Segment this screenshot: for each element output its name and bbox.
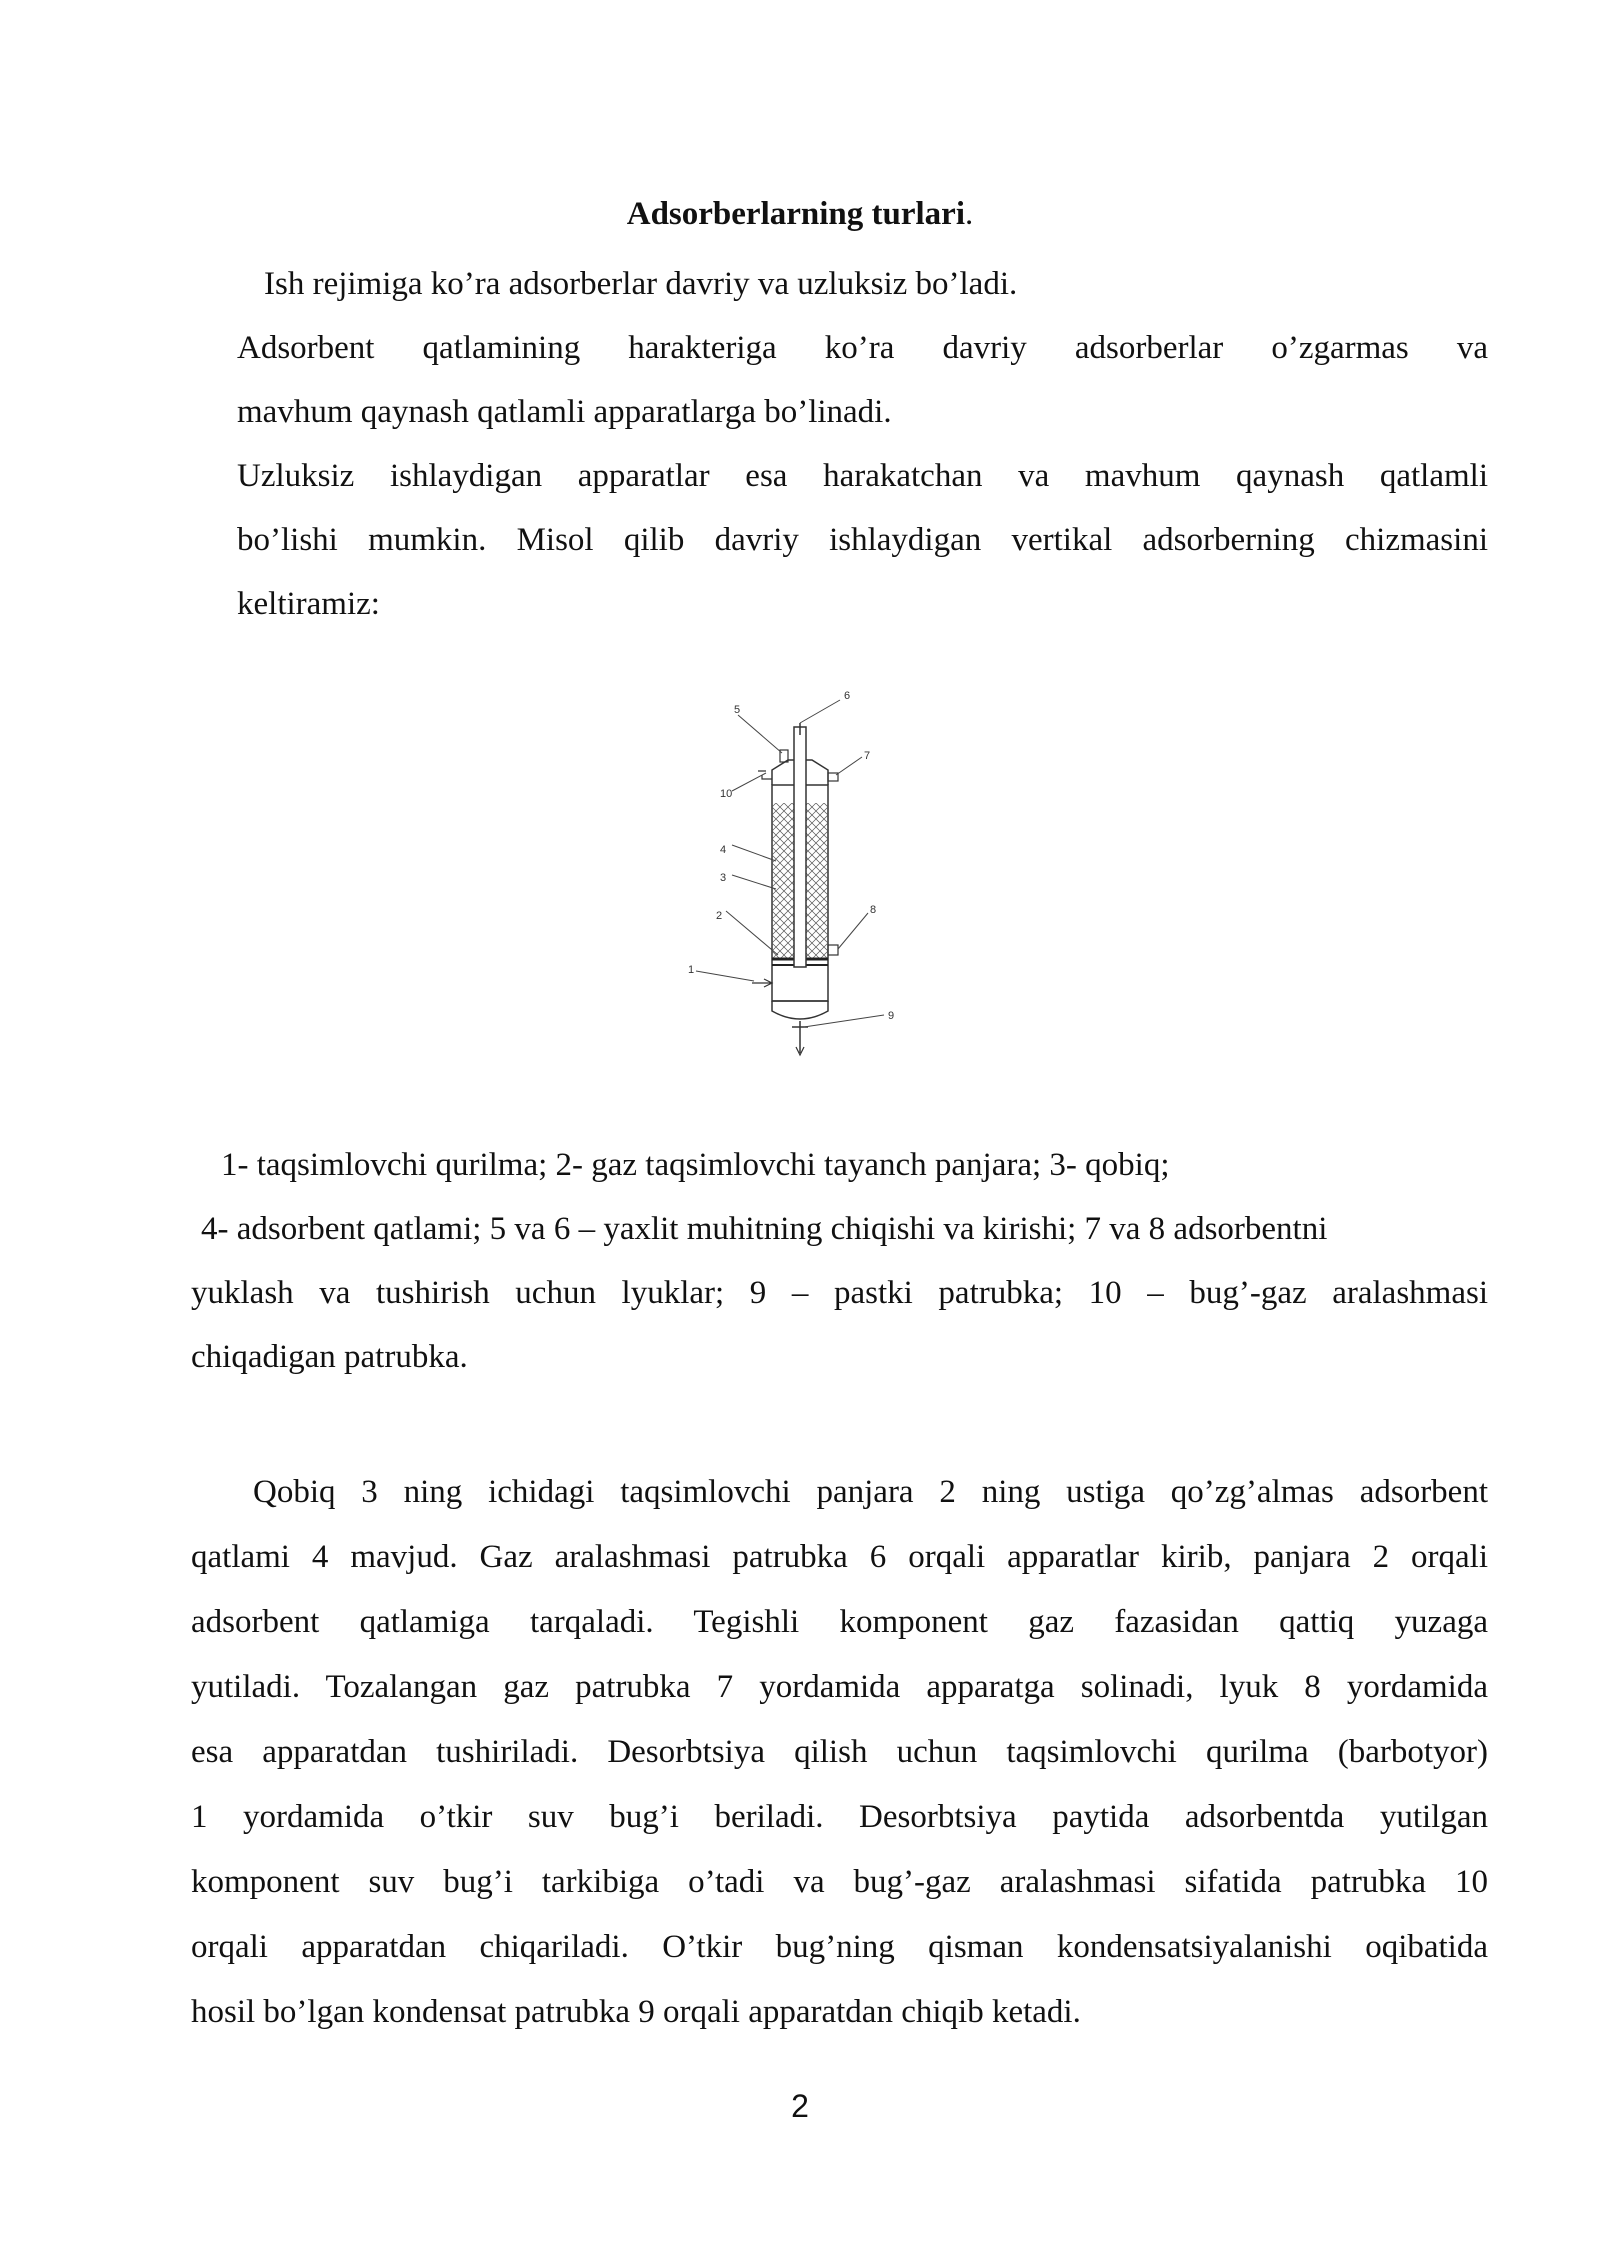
figure-label-8: 8 xyxy=(870,904,877,916)
figure-label-5: 5 xyxy=(734,704,741,716)
central-pipe xyxy=(794,723,806,967)
bottom-pipe-9 xyxy=(792,1021,808,1055)
figure-label-7: 7 xyxy=(864,750,871,762)
caption-line-2: 4- adsorbent qatlami; 5 va 6 – yaxlit muhitning chiqishi va kirishi; 7 va 8 adsorbentni xyxy=(201,1211,1328,1247)
caption-line-3: yuklash va tushirish uchun lyuklar; 9 – pastki patrubka; 10 – bug’-gaz aralashmasi xyxy=(191,1275,1488,1311)
adsorber-drawing xyxy=(680,675,920,1075)
body-line-1: Qobiq 3 ning ichidagi taqsimlovchi panjara 2 ning ustiga qo’zg’almas adsorbent xyxy=(253,1474,1488,1510)
body-line-4: yutiladi. Tozalangan gaz patrubka 7 yordamida apparatga solinadi, lyuk 8 yordamida xyxy=(191,1669,1488,1705)
hatch-8 xyxy=(828,945,838,955)
body-line-8: orqali apparatdan chiqariladi. O’tkir bug’ning qisman kondensatsiyalanishi oqibatida xyxy=(191,1929,1488,1965)
figure-label-10: 10 xyxy=(720,788,733,800)
p3-line-1: Uzluksiz ishlaydigan apparatlar esa harakatchan va mavhum qaynash qatlamli xyxy=(237,458,1488,494)
caption-line-4: chiqadigan patrubka. xyxy=(191,1339,468,1375)
figure-label-4: 4 xyxy=(720,844,727,856)
p2-line-2: mavhum qaynash qatlamli apparatlarga bo’linadi. xyxy=(237,394,892,430)
figure-label-3: 3 xyxy=(720,872,727,884)
body-line-3: adsorbent qatlamiga tarqaladi. Tegishli komponent gaz fazasidan qattiq yuzaga xyxy=(191,1604,1488,1640)
figure-label-9: 9 xyxy=(888,1010,895,1022)
body-line-7: komponent suv bug’i tarkibiga o’tadi va bug’-gaz aralashmasi sifatida patrubka 10 xyxy=(191,1864,1488,1900)
p3-line-3: keltiramiz: xyxy=(237,586,380,622)
body-line-5: esa apparatdan tushiriladi. Desorbtsiya qilish uchun taqsimlovchi qurilma (barbotyor) xyxy=(191,1734,1488,1770)
body-line-6: 1 yordamida o’tkir suv bug’i beriladi. Desorbtsiya paytida adsorbentda yutilgan xyxy=(191,1799,1488,1835)
heading-dot: . xyxy=(964,196,974,232)
intro-paragraph-2 xyxy=(237,316,1488,444)
body-line-9: hosil bo’lgan kondensat patrubka 9 orqali apparatdan chiqib ketadi. xyxy=(191,1994,1081,2030)
intro-paragraph-3 xyxy=(237,444,1488,636)
intro-line-1: Ish rejimiga ko’ra adsorberlar davriy va uzluksiz bo’ladi. xyxy=(264,266,1018,302)
page-number: 2 xyxy=(791,2088,809,2124)
body-paragraph xyxy=(191,1460,1488,2045)
p3-line-2: bo’lishi mumkin. Misol qilib davriy ishlaydigan vertikal adsorberning chizmasini xyxy=(237,522,1488,558)
adsorber-diagram xyxy=(680,675,920,1075)
figure-label-6: 6 xyxy=(844,690,851,702)
body-line-2: qatlami 4 mavjud. Gaz aralashmasi patrubka 6 orqali apparatlar kirib, panjara 2 orqali xyxy=(191,1539,1488,1575)
p2-line-1: Adsorbent qatlamining harakteriga ko’ra davriy adsorberlar o’zgarmas va xyxy=(237,330,1488,366)
heading-title: Adsorberlarning turlari xyxy=(626,196,965,232)
distributor-1 xyxy=(752,979,772,987)
figure-caption xyxy=(191,1133,1488,1389)
caption-line-1: 1- taqsimlovchi qurilma; 2- gaz taqsimlovchi tayanch panjara; 3- qobiq; xyxy=(221,1147,1170,1183)
intro-line xyxy=(264,252,1017,316)
figure-label-1: 1 xyxy=(688,964,695,976)
figure-label-2: 2 xyxy=(716,910,723,922)
nozzle-10 xyxy=(758,771,772,779)
section-heading xyxy=(0,189,1600,239)
